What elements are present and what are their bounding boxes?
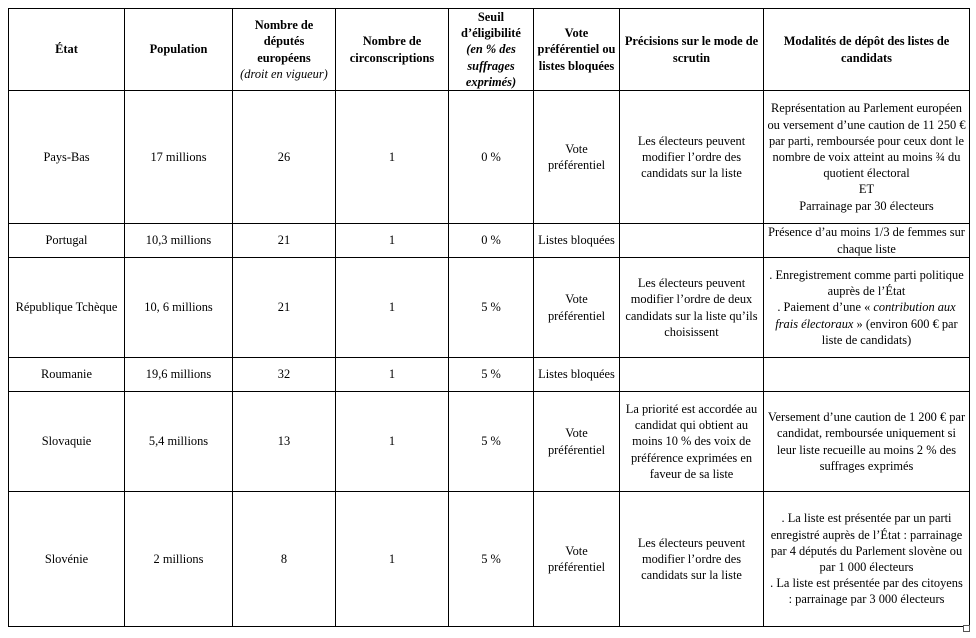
cell-vote: Listes bloquées: [534, 224, 620, 258]
table-row-roumanie: [9, 358, 970, 392]
header-row: [9, 9, 970, 91]
cell-deputes: 8: [233, 492, 336, 627]
cell-etat: Pays-Bas: [9, 91, 125, 224]
header-population: Population: [125, 9, 233, 91]
cell-etat: Portugal: [9, 224, 125, 258]
cell-vote: Vote préférentiel: [534, 91, 620, 224]
cell-vote: Vote préférentiel: [534, 258, 620, 358]
cell-circonscriptions: 1: [336, 492, 449, 627]
cell-seuil: 5 %: [449, 492, 534, 627]
cell-seuil: 0 %: [449, 91, 534, 224]
cell-modalites: Présence d’au moins 1/3 de femmes sur chaque liste: [764, 224, 970, 258]
cell-deputes: 26: [233, 91, 336, 224]
cell-modalites: [764, 492, 970, 627]
cell-deputes: 13: [233, 392, 336, 492]
header-vote: Vote préférentiel ou listes bloquées: [534, 9, 620, 91]
cell-etat: République Tchèque: [9, 258, 125, 358]
cell-seuil: 5 %: [449, 358, 534, 392]
table-row-portugal: [9, 224, 970, 258]
cell-population: 5,4 millions: [125, 392, 233, 492]
header-seuil: [449, 9, 534, 91]
cell-modalites: [764, 358, 970, 392]
cell-seuil: 0 %: [449, 224, 534, 258]
table-row-slovaquie: [9, 392, 970, 492]
modalites-line: ET: [858, 182, 875, 197]
table-row-republique-tcheque: [9, 258, 970, 358]
modalites-line: . La liste est présentée par des citoyens : parrainage par 3 000 électeurs: [770, 576, 963, 607]
modalites-part: » (environ 600 € par liste de candidats): [821, 316, 958, 347]
cell-population: 10,3 millions: [125, 224, 233, 258]
cell-circonscriptions: 1: [336, 358, 449, 392]
cell-vote: Vote préférentiel: [534, 492, 620, 627]
cell-modalites: [764, 258, 970, 358]
cell-circonscriptions: 1: [336, 91, 449, 224]
header-modalites: Modalités de dépôt des listes de candidats: [764, 9, 970, 91]
cell-circonscriptions: 1: [336, 224, 449, 258]
cell-seuil: 5 %: [449, 258, 534, 358]
header-deputes-main: Nombre de députés européens: [254, 18, 314, 65]
cell-etat: Slovaquie: [9, 392, 125, 492]
table-row-pays-bas: [9, 91, 970, 224]
modalites-line: . Enregistrement comme parti politique auprès de l’État: [769, 268, 964, 299]
modalites-line: Représentation au Parlement européen ou versement d’une caution de 11 250 € par parti, remboursée pour ceux dont le nombre de voix atteint au moins ¾ du quotient électoral: [767, 101, 966, 181]
cell-population: 17 millions: [125, 91, 233, 224]
modalites-part: . Paiement d’une «: [777, 300, 874, 315]
cell-circonscriptions: 1: [336, 392, 449, 492]
cell-circonscriptions: 1: [336, 258, 449, 358]
header-seuil-note: (en % des suffrages exprimés): [465, 42, 517, 89]
cell-population: 19,6 millions: [125, 358, 233, 392]
header-etat: État: [9, 9, 125, 91]
cell-population: 10, 6 millions: [125, 258, 233, 358]
modalites-italic-part: contribution aux frais électoraux: [775, 300, 956, 331]
cell-modalites: [764, 91, 970, 224]
cell-seuil: 5 %: [449, 392, 534, 492]
cell-population: 2 millions: [125, 492, 233, 627]
table-resize-handle[interactable]: [963, 625, 970, 632]
cell-precisions: [620, 224, 764, 258]
modalites-line: [767, 299, 966, 348]
cell-deputes: 21: [233, 224, 336, 258]
cell-modalites: Versement d’une caution de 1 200 € par candidat, remboursée uniquement si leur liste recueille au moins 2 % des suffrages exprimés: [764, 392, 970, 492]
cell-precisions: Les électeurs peuvent modifier l’ordre de deux candidats sur la liste qu’ils choisissent: [620, 258, 764, 358]
cell-precisions: Les électeurs peuvent modifier l’ordre des candidats sur la liste: [620, 91, 764, 224]
cell-precisions: [620, 358, 764, 392]
cell-vote: Vote préférentiel: [534, 392, 620, 492]
electoral-comparison-table: [8, 8, 970, 627]
table-row-slovenie: [9, 492, 970, 627]
cell-precisions: Les électeurs peuvent modifier l’ordre des candidats sur la liste: [620, 492, 764, 627]
cell-deputes: 21: [233, 258, 336, 358]
cell-precisions: La priorité est accordée au candidat qui obtient au moins 10 % des voix de préférence exprimées en faveur de sa liste: [620, 392, 764, 492]
modalites-line: Parrainage par 30 électeurs: [799, 198, 934, 213]
header-precisions: Précisions sur le mode de scrutin: [620, 9, 764, 91]
header-deputes-note: (droit en vigueur): [240, 66, 328, 81]
header-circonscriptions: Nombre de circonscriptions: [336, 9, 449, 91]
modalites-line: . La liste est présentée par un parti enregistré auprès de l’État : parrainage par 4 députés du Parlement slovène ou par 1 000 électeurs: [770, 511, 963, 575]
header-deputes: [233, 9, 336, 91]
cell-etat: Slovénie: [9, 492, 125, 627]
cell-deputes: 32: [233, 358, 336, 392]
cell-etat: Roumanie: [9, 358, 125, 392]
header-seuil-main: Seuil d’éligibilité: [461, 10, 521, 41]
cell-vote: Listes bloquées: [534, 358, 620, 392]
